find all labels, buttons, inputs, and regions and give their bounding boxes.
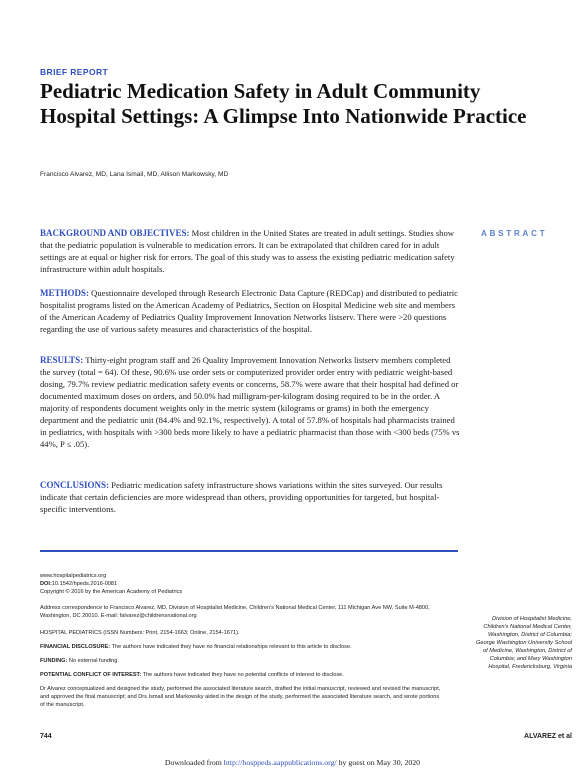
conflict-of-interest <box>40 671 344 679</box>
abstract-results <box>40 354 460 450</box>
abstract-background <box>40 227 460 275</box>
article-title: Pediatric Medication Safety in Adult Community Hospital Settings: A Glimpse Into Nationwide Practice <box>40 79 527 128</box>
running-head: ALVAREZ et al <box>524 733 572 740</box>
download-prefix: Downloaded from <box>164 758 224 767</box>
author-contributions: Dr Alvarez conceptualized and designed the study, performed the associated literature search, drafted the initial manuscript, reviewed and revised the manuscript, and approved the final manuscript; and Drs Ismail and Markowsky aided in the design of the study, performed the associated literature search, and wrote portions of the manuscript. <box>40 686 441 708</box>
background-heading: BACKGROUND AND OBJECTIVES: <box>40 228 190 238</box>
methods-text: Questionnaire developed through Research Electronic Data Capture (REDCap) and distributed to pediatric hospitalist programs listed on the American Academy of Pediatrics, Section on Hospital Medicine web site and members of the American Academy of Pediatrics Quality Improvement Innovation Networks listserv. There were >20 questions regarding the use of various safety measures and characteristics of the hospital. <box>40 288 458 335</box>
issn <box>40 629 240 637</box>
conflict-label: POTENTIAL CONFLICT OF INTEREST: <box>40 672 142 678</box>
abstract-methods <box>40 287 460 335</box>
methods-heading: METHODS: <box>40 288 90 298</box>
abstract-conclusions <box>40 479 460 515</box>
funding <box>40 657 119 665</box>
issn-value: (ISSN Numbers: Print, 2154-1663; Online, 2154-1671). <box>101 630 240 636</box>
page-number: 744 <box>40 733 52 740</box>
financial-text: The authors have indicated they have no financial relationships relevant to this article to disclose. <box>110 644 352 650</box>
issn-label: HOSPITAL PEDIATRICS <box>40 630 102 636</box>
download-notice <box>0 758 585 767</box>
abstract-label: ABSTRACT <box>481 229 548 238</box>
background-text: Most children in the United States are treated in adult settings. Studies show that the pediatric population is vulnerable to medication errors. It can be extrapolated that children cared for in adult settings are at equal or higher risk for errors. The goal of this study was to assess the existing pediatric medication safety infrastructure within adult hospitals. <box>40 228 455 275</box>
doi-value: 10.1542/hpeds.2016-0081 <box>51 581 118 587</box>
funding-text: No external funding. <box>67 658 119 664</box>
download-link[interactable]: http://hosppeds.aappublications.org/ <box>223 758 337 767</box>
report-type-label: BRIEF REPORT <box>40 67 109 77</box>
financial-label: FINANCIAL DISCLOSURE: <box>40 644 111 650</box>
conclusions-text: Pediatric medication safety infrastructure shows variations within the sites surveyed. Our results indicate that certain deficiencies are more widespread than others, providing opportunities for targeted, but hospital-specific interventions. <box>40 480 443 515</box>
correspondence: Address correspondence to Francisco Alvarez, MD, Division of Hospitalist Medicine, Children's National Medical Center, 111 Michigan Ave NW, Suite M-4800, Washington, DC 20010. E-mail: falvarez@childrensnational.org <box>40 605 430 619</box>
results-heading: RESULTS: <box>40 355 84 365</box>
section-divider <box>40 550 458 552</box>
results-text: Thirty-eight program staff and 26 Quality Improvement Innovation Networks listserv members completed the survey (total = 64). Of these, 90.6% use order sets or computerized provider order entry with pediatric weight-based dosing, 79.7% review pediatric medication safety events or concerns, 58.7% were aware that their hospital had defined or documented maximum doses on orders, and 50.0% had milligram-per-kilogram dosing required to be in the order. A majority of respondents document weights only in the metric system (kilograms or grams) in both the emergency department and the pediatric unit (84.4% and 92.1%, respectively). A total of 57.8% of hospitals had pharmacists trained in pediatrics, with hospitals with >300 beds more likely to have a pediatric pharmacist than those with <300 beds (75% vs 44%, P ≤ .05). <box>40 355 460 450</box>
funding-label: FUNDING: <box>40 658 68 664</box>
author-affiliations: Division of Hospitalist Medicine, Children's National Medical Center, Washington, District of Columbia; George Washington University School of Medicine, Washington, District of Columbia; and Mary Washington Hospital, Fredericksburg, Virginia <box>476 616 572 670</box>
conflict-text: The authors have indicated they have no potential conflicts of interest to disclose. <box>141 672 344 678</box>
doi-label: DOI: <box>40 581 52 587</box>
copyright: Copyright © 2016 by the American Academy of Pediatrics <box>40 589 183 595</box>
journal-website[interactable]: www.hospitalpediatrics.org <box>40 573 107 579</box>
financial-disclosure <box>40 643 352 651</box>
doi <box>40 580 117 588</box>
conclusions-heading: CONCLUSIONS: <box>40 480 110 490</box>
download-suffix: by guest on May 30, 2020 <box>336 758 421 767</box>
author-list: Francisco Alvarez, MD, Lana Ismail, MD, Allison Markowsky, MD <box>40 171 229 178</box>
